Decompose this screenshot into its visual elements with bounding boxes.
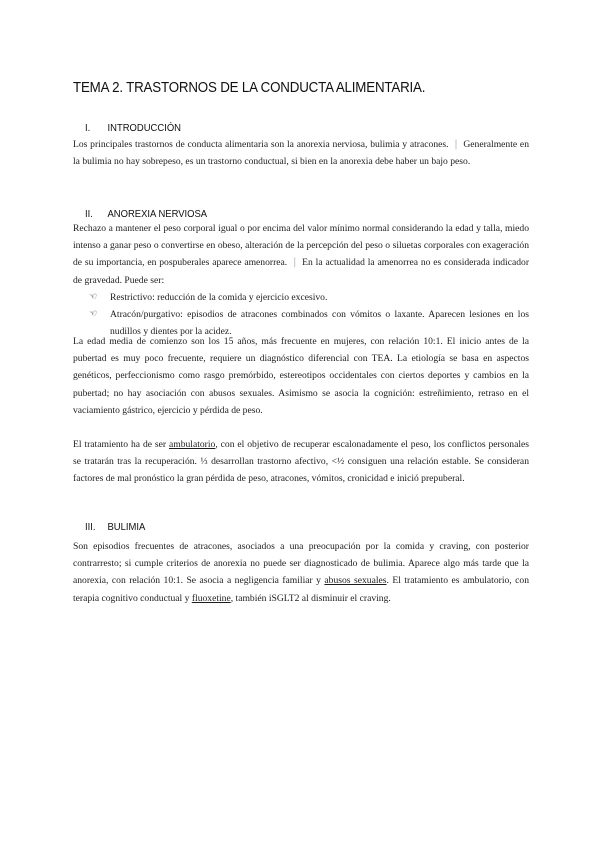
paragraph-text: En la actualidad la amenorrea no es considerada indicador de gravedad. Puede ser: <box>73 257 530 286</box>
section-heading-anorexia <box>85 208 207 220</box>
paragraph-text: Generalmente en la bulimia no hay sobrepeso, es un trastorno conductual, si bien en la anorexia debe haber un bajo peso. <box>73 139 529 168</box>
underlined-term: abusos sexuales <box>324 575 387 587</box>
section-number: II. <box>85 208 93 220</box>
list-item <box>89 289 529 306</box>
list-item-text: Restrictivo: reducción de la comida y ejercicio excesivo. <box>110 292 328 303</box>
paragraph-text: , con el objetivo de recuperar escalonadamente el peso, los conflictos personales se tratarán tras la recuperación. ⅓ desarrollan trastorno afectivo, <½ consiguen una relación estable. Se consideran factores de mal pronóstico la gran pérdida de peso, atracones, vómitos, cronicidad e inició prepuberal. <box>73 439 529 485</box>
paragraph-anorexia-epidemiology: La edad media de comienzo son los 15 años, más frecuente en mujeres, con relación 10:1. El inicio antes de la pubertad es muy poco frecuente, requiere un diagnóstico diferencial con TEA. La etiología se basa en aspectos genéticos, perfeccionismo como rasgo premórbido, estereotipos occidentales con ciertos deportes y cambios en la pubertad; no hay asociación con abusos sexuales. Asimismo se asocia la cognición: estreñimiento, retraso en el vaciamiento gástrico, ejercicio y pérdida de peso. <box>73 336 529 416</box>
paragraph-text: Son episodios frecuentes de atracones, asociados a una preocupación por la comida y craving, con posterior contrarresto; si cumple criterios de anorexia no puede ser diagnosticado de bulimia. Aparece algo más tarde que la anorexia, con relación 10:1. Se asocia a negligencia familiar y <box>73 541 529 587</box>
underlined-term: ambulatorio <box>168 439 216 450</box>
section-heading-bulimia <box>85 521 145 533</box>
section-title: BULIMIA <box>107 521 146 533</box>
paragraph-anorexia-definition <box>73 220 529 289</box>
separator-mark: | <box>454 139 458 150</box>
section-title: ANOREXIA NERVIOSA <box>107 208 208 220</box>
paragraph-text: Los principales trastornos de conducta alimentaria son la anorexia nerviosa, bulimia y atracones. <box>73 139 449 150</box>
paragraph-intro <box>73 136 529 170</box>
paragraph-bulimia <box>73 538 529 607</box>
section-number: III. <box>85 521 96 533</box>
paragraph-text: , también iSGLT2 al disminuir el craving. <box>230 592 391 604</box>
section-number: I. <box>85 122 91 134</box>
list-item-text: Atracón/purgativo: episodios de atracones combinados con vómitos o laxante. Aparecen lesiones en los nudillos y dientes por la acidez. <box>110 309 529 338</box>
page-title: TEMA 2. TRASTORNOS DE LA CONDUCTA ALIMENTARIA. <box>73 80 426 96</box>
separator-mark: | <box>293 257 297 269</box>
section-title: INTRODUCCIÓN <box>107 122 182 134</box>
paragraph-text: El tratamiento ha de ser <box>73 439 169 450</box>
paragraph-text: . El tratamiento es ambulatorio, con terapia cognitivo conductual y <box>73 575 530 604</box>
paragraph-anorexia-treatment <box>73 436 529 488</box>
paragraph-text: Rechazo a mantener el peso corporal igual o por encima del valor mínimo normal considerando la edad y talla, miedo intenso a ganar peso o convertirse en obeso, alteración de la percepción del peso o siluetas corporales con exageración de su importancia, en pospuberales aparece amenorrea. <box>73 223 529 269</box>
section-heading-introduccion <box>85 122 181 134</box>
underlined-term: fluoxetine <box>191 592 231 604</box>
pointing-hand-icon: ☜ <box>89 292 98 302</box>
pointing-hand-icon: ☜ <box>89 309 98 320</box>
